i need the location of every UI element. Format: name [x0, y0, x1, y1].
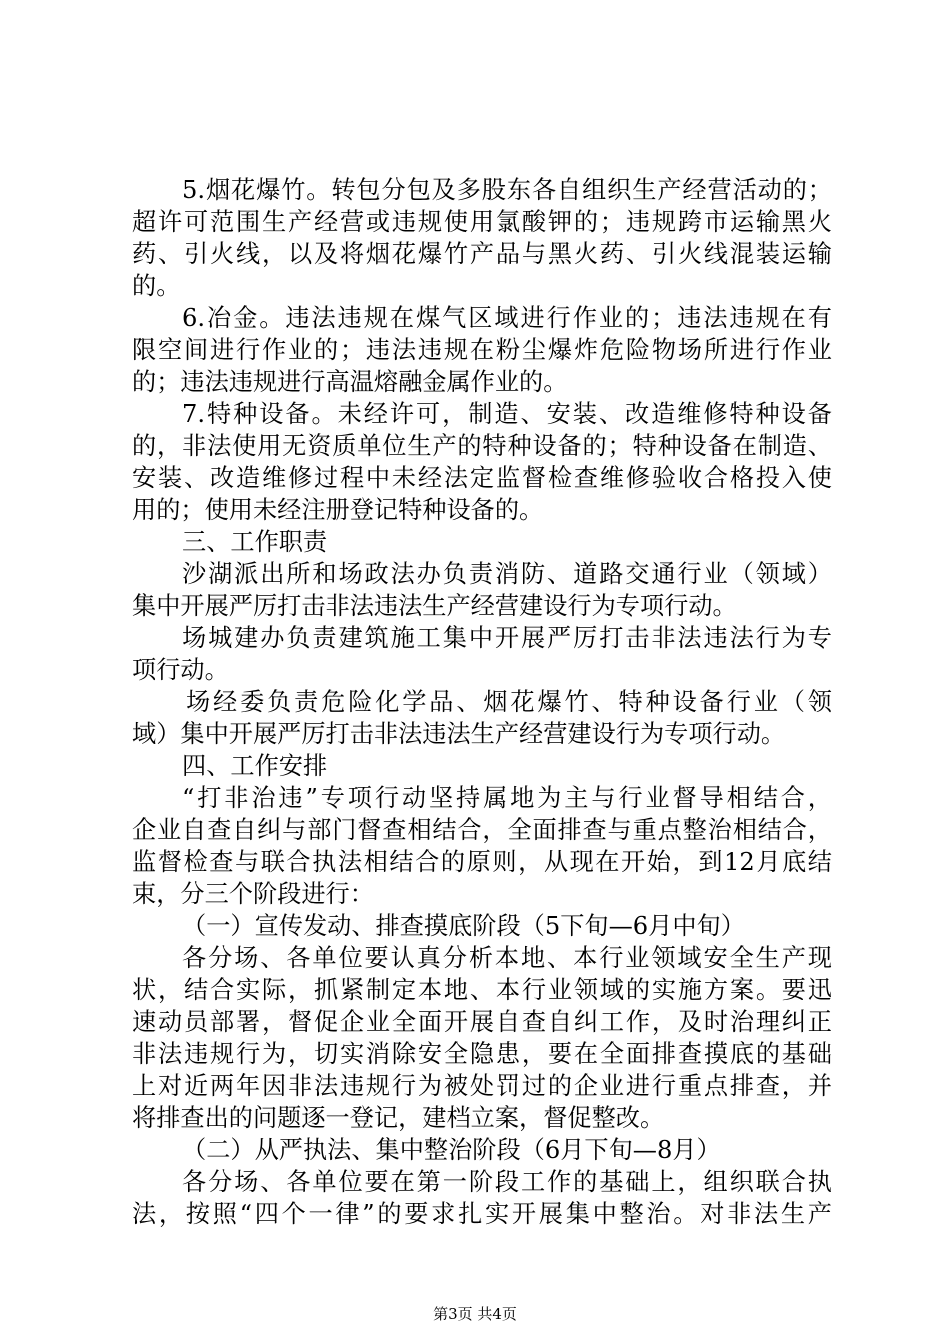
- text-line: 6.冶金。违法违规在煤气区域进行作业的；违法违规在有: [182, 304, 832, 332]
- text-line: 的；违法违规进行高温熔融金属作业的。: [132, 368, 568, 396]
- text-line: 项行动。: [132, 656, 229, 684]
- text-line: 束，分三个阶段进行：: [132, 880, 374, 908]
- text-line: 安装、改造维修过程中未经法定监督检查维修验收合格投入使: [132, 464, 832, 492]
- text-line: 四、工作安排: [182, 752, 328, 780]
- text-line: 超许可范围生产经营或违规使用氯酸钾的；违规跨市运输黑火: [132, 208, 832, 236]
- text-line: 场城建办负责建筑施工集中开展严厉打击非法违法行为专: [182, 624, 832, 652]
- text-line: “打非治违”专项行动坚持属地为主与行业督导相结合，: [182, 784, 832, 812]
- text-line: 5.烟花爆竹。转包分包及多股东各自组织生产经营活动的；: [182, 176, 832, 204]
- document-body: [132, 174, 832, 1230]
- page-footer: 第3页 共4页: [433, 1305, 517, 1323]
- text-line: 限空间进行作业的；违法违规在粉尘爆炸危险物场所进行作业: [132, 336, 832, 364]
- text-line: 集中开展严厉打击非法违法生产经营建设行为专项行动。: [132, 592, 737, 620]
- text-line: 场经委负责危险化学品、烟花爆竹、特种设备行业（领: [186, 688, 832, 716]
- text-line: 各分场、各单位要在第一阶段工作的基础上，组织联合执: [182, 1168, 832, 1196]
- text-line: 将排查出的问题逐一登记，建档立案，督促整改。: [132, 1104, 665, 1132]
- text-line: 各分场、各单位要认真分析本地、本行业领域安全生产现: [182, 944, 832, 972]
- text-line: 监督检查与联合执法相结合的原则，从现在开始，到12月底结: [132, 848, 832, 876]
- text-line: 7.特种设备。未经许可，制造、安装、改造维修特种设备: [182, 400, 832, 428]
- text-line: 三、工作职责: [182, 528, 328, 556]
- text-line: 企业自查自纠与部门督查相结合，全面排查与重点整治相结合，: [132, 816, 832, 844]
- text-line: （一）宣传发动、排查摸底阶段（5下旬—6月中旬）: [182, 912, 745, 940]
- text-line: 的，非法使用无资质单位生产的特种设备的；特种设备在制造、: [132, 432, 832, 460]
- text-line: 非法违规行为，切实消除安全隐患，要在全面排查摸底的基础: [132, 1040, 832, 1068]
- text-line: 用的；使用未经注册登记特种设备的。: [132, 496, 544, 524]
- text-line: 域）集中开展严厉打击非法违法生产经营建设行为专项行动。: [132, 720, 786, 748]
- text-line: 速动员部署，督促企业全面开展自查自纠工作，及时治理纠正: [132, 1008, 832, 1036]
- text-line: 上对近两年因非法违规行为被处罚过的企业进行重点排查，并: [132, 1072, 832, 1100]
- text-line: 的。: [132, 272, 181, 300]
- text-line: 状，结合实际，抓紧制定本地、本行业领域的实施方案。要迅: [132, 976, 832, 1004]
- text-line: 沙湖派出所和场政法办负责消防、道路交通行业（领域）: [182, 560, 832, 588]
- text-line: 法，按照“四个一律”的要求扎实开展集中整治。对非法生产: [132, 1200, 832, 1228]
- text-line: （二）从严执法、集中整治阶段（6月下旬—8月）: [182, 1136, 721, 1164]
- text-line: 药、引火线，以及将烟花爆竹产品与黑火药、引火线混装运输: [132, 240, 832, 268]
